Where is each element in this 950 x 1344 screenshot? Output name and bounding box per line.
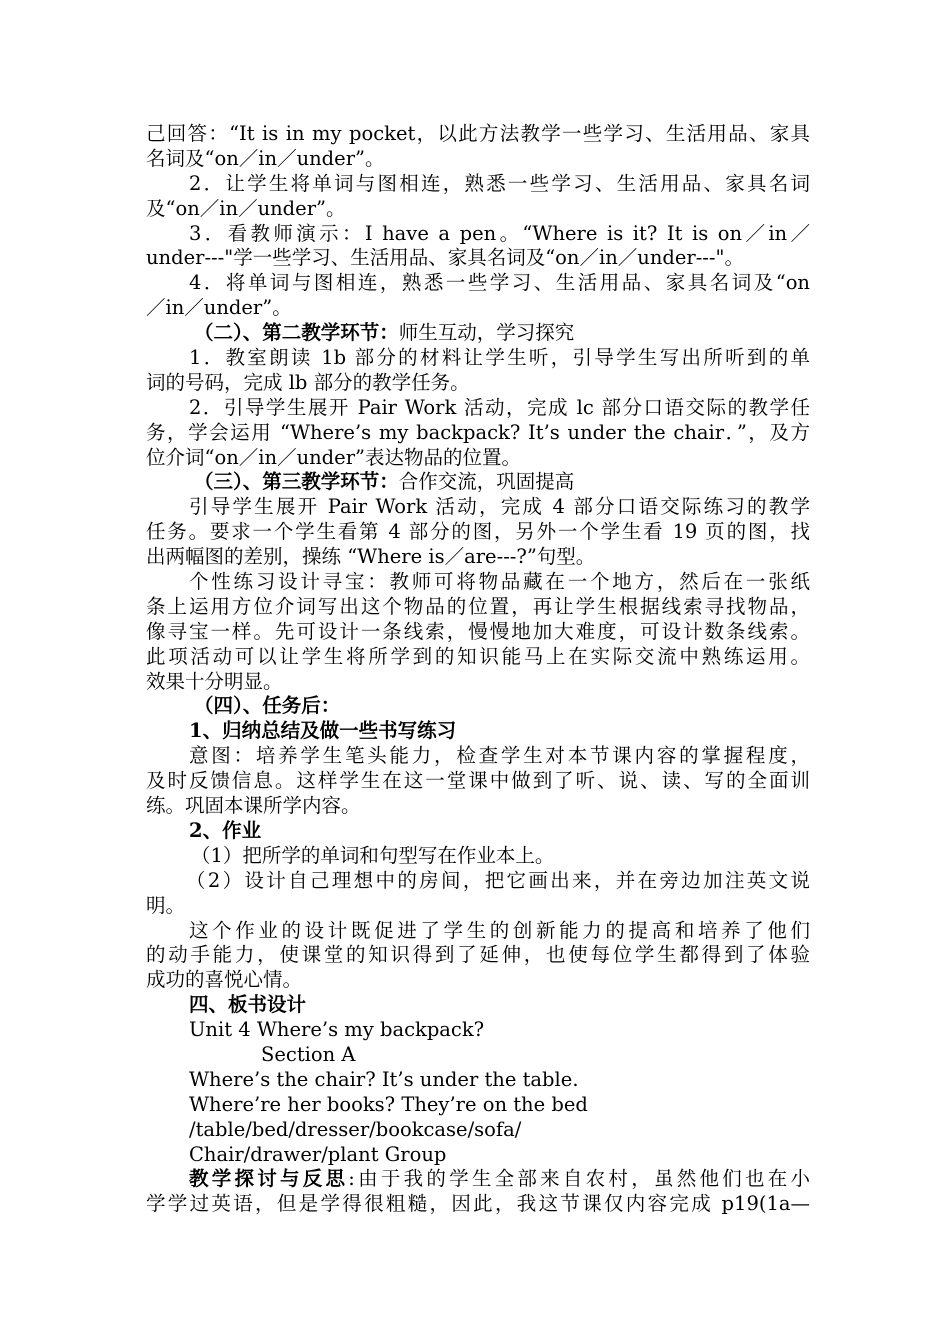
text-line: 引导学生展开 Pair Work 活动，完成 4 部分口语交际练习的教学 — [189, 495, 810, 519]
text-line: 像寻宝一样。先可设计一条线索，慢慢地加大难度，可设计数条线索。 — [146, 619, 810, 643]
board-line: Unit 4 Where’s my backpack? — [189, 1018, 485, 1042]
text-line: 的动手能力，使课堂的知识得到了延伸，也使每位学生都得到了体验 — [146, 943, 810, 967]
text-line: 效果十分明显。 — [146, 669, 283, 693]
board-line: Section A — [261, 1042, 356, 1066]
reflection-text: :由于我的学生全部来自农村，虽然他们也在小 — [348, 1167, 810, 1191]
text-line: 此项活动可以让学生将所学到的知识能马上在实际交流中熟练运用。 — [146, 644, 810, 668]
text-line: 成功的喜悦心情。 — [146, 968, 303, 992]
text-line: 出两幅图的差别，操练 “Where is／are---?”句型。 — [146, 545, 596, 569]
text-line: 及时反馈信息。这样学生在这一堂课中做到了听、说、读、写的全面训 — [146, 769, 810, 793]
text-line: 2．引导学生展开 Pair Work 活动，完成 lc 部分口语交际的教学任 — [189, 395, 810, 419]
document-page — [146, 122, 810, 1217]
text-line: under---"学一些学习、生活用品、家具名词及“on／in／under---"。 — [146, 246, 744, 270]
board-line: /table/bed/dresser/bookcase/sofa/ — [189, 1117, 522, 1141]
section-heading-label: （三）、第三教学环节： — [194, 470, 399, 494]
text-line: 这个作业的设计既促进了学生的创新能力的提高和培养了他们 — [189, 918, 810, 942]
text-line: 意图：培养学生笔头能力，检查学生对本节课内容的掌握程度， — [189, 744, 810, 768]
reflection-label: 教学探讨与反思 — [189, 1167, 349, 1191]
section-heading — [146, 470, 810, 495]
text-line: 条上运用方位介词写出这个物品的位置，再让学生根据线索寻找物品， — [146, 594, 810, 618]
text-line: （2）设计自己理想中的房间，把它画出来，并在旁边加注英文说 — [186, 868, 810, 892]
section-heading-text: 师生互动，学习探究 — [398, 321, 575, 345]
text-line: 2．让学生将单词与图相连，熟悉一些学习、生活用品、家具名词 — [189, 171, 810, 195]
section-heading-text: 合作交流，巩固提高 — [398, 470, 575, 494]
section-heading — [146, 694, 810, 719]
reflection-heading — [146, 1167, 810, 1192]
board-design-heading: 四、板书设计 — [189, 993, 307, 1017]
text-line: 名词及“on／in／under”。 — [146, 146, 385, 170]
text-line: 任务。要求一个学生看第 4 部分的图，另外一个学生看 19 页的图，找 — [146, 520, 810, 544]
subsection-heading: 1、归纳总结及做一些书写练习 — [189, 719, 457, 743]
text-line: 3．看教师演示：I have a pen。“Where is it? It is on／in／ — [189, 221, 810, 245]
text-line: 个性练习设计寻宝：教师可将物品藏在一个地方，然后在一张纸 — [189, 570, 810, 594]
text-line: ／in／under”。 — [146, 296, 292, 320]
text-line: 词的号码，完成 lb 部分的教学任务。 — [146, 370, 470, 394]
text-line: 4．将单词与图相连，熟悉一些学习、生活用品、家具名词及“on — [189, 271, 810, 295]
board-line: Where’s the chair? It’s under the table. — [189, 1067, 579, 1091]
text-line: 务，学会运用 “Where’s my backpack? It’s under the chair．”，及方 — [146, 420, 810, 444]
text-line: 及“on／in／under”。 — [146, 196, 346, 220]
text-line: 1．教室朗读 1b 部分的材料让学生听，引导学生写出所听到的单 — [189, 346, 810, 370]
section-heading-label: （四）、任务后： — [194, 694, 341, 718]
board-line: Where’re her books? They’re on the bed — [189, 1092, 588, 1116]
text-line: 练。巩固本课所学内容。 — [146, 794, 361, 818]
subsection-heading: 2、作业 — [189, 818, 262, 842]
text-line: 己回答：“It is in my pocket，以此方法教学一些学习、生活用品、家具 — [146, 122, 810, 145]
section-heading-label: （二）、第二教学环节： — [194, 321, 399, 345]
board-line: Chair/drawer/plant Group — [189, 1142, 447, 1166]
text-line: 位介词“on／in／under”表达物品的位置。 — [146, 445, 521, 469]
section-heading — [146, 321, 810, 346]
text-line: 学学过英语，但是学得很粗糙，因此，我这节课仅内容完成 p19(1a— — [146, 1192, 810, 1216]
text-line: （1）把所学的单词和句型写在作业本上。 — [191, 843, 555, 867]
text-line: 明。 — [146, 893, 186, 917]
